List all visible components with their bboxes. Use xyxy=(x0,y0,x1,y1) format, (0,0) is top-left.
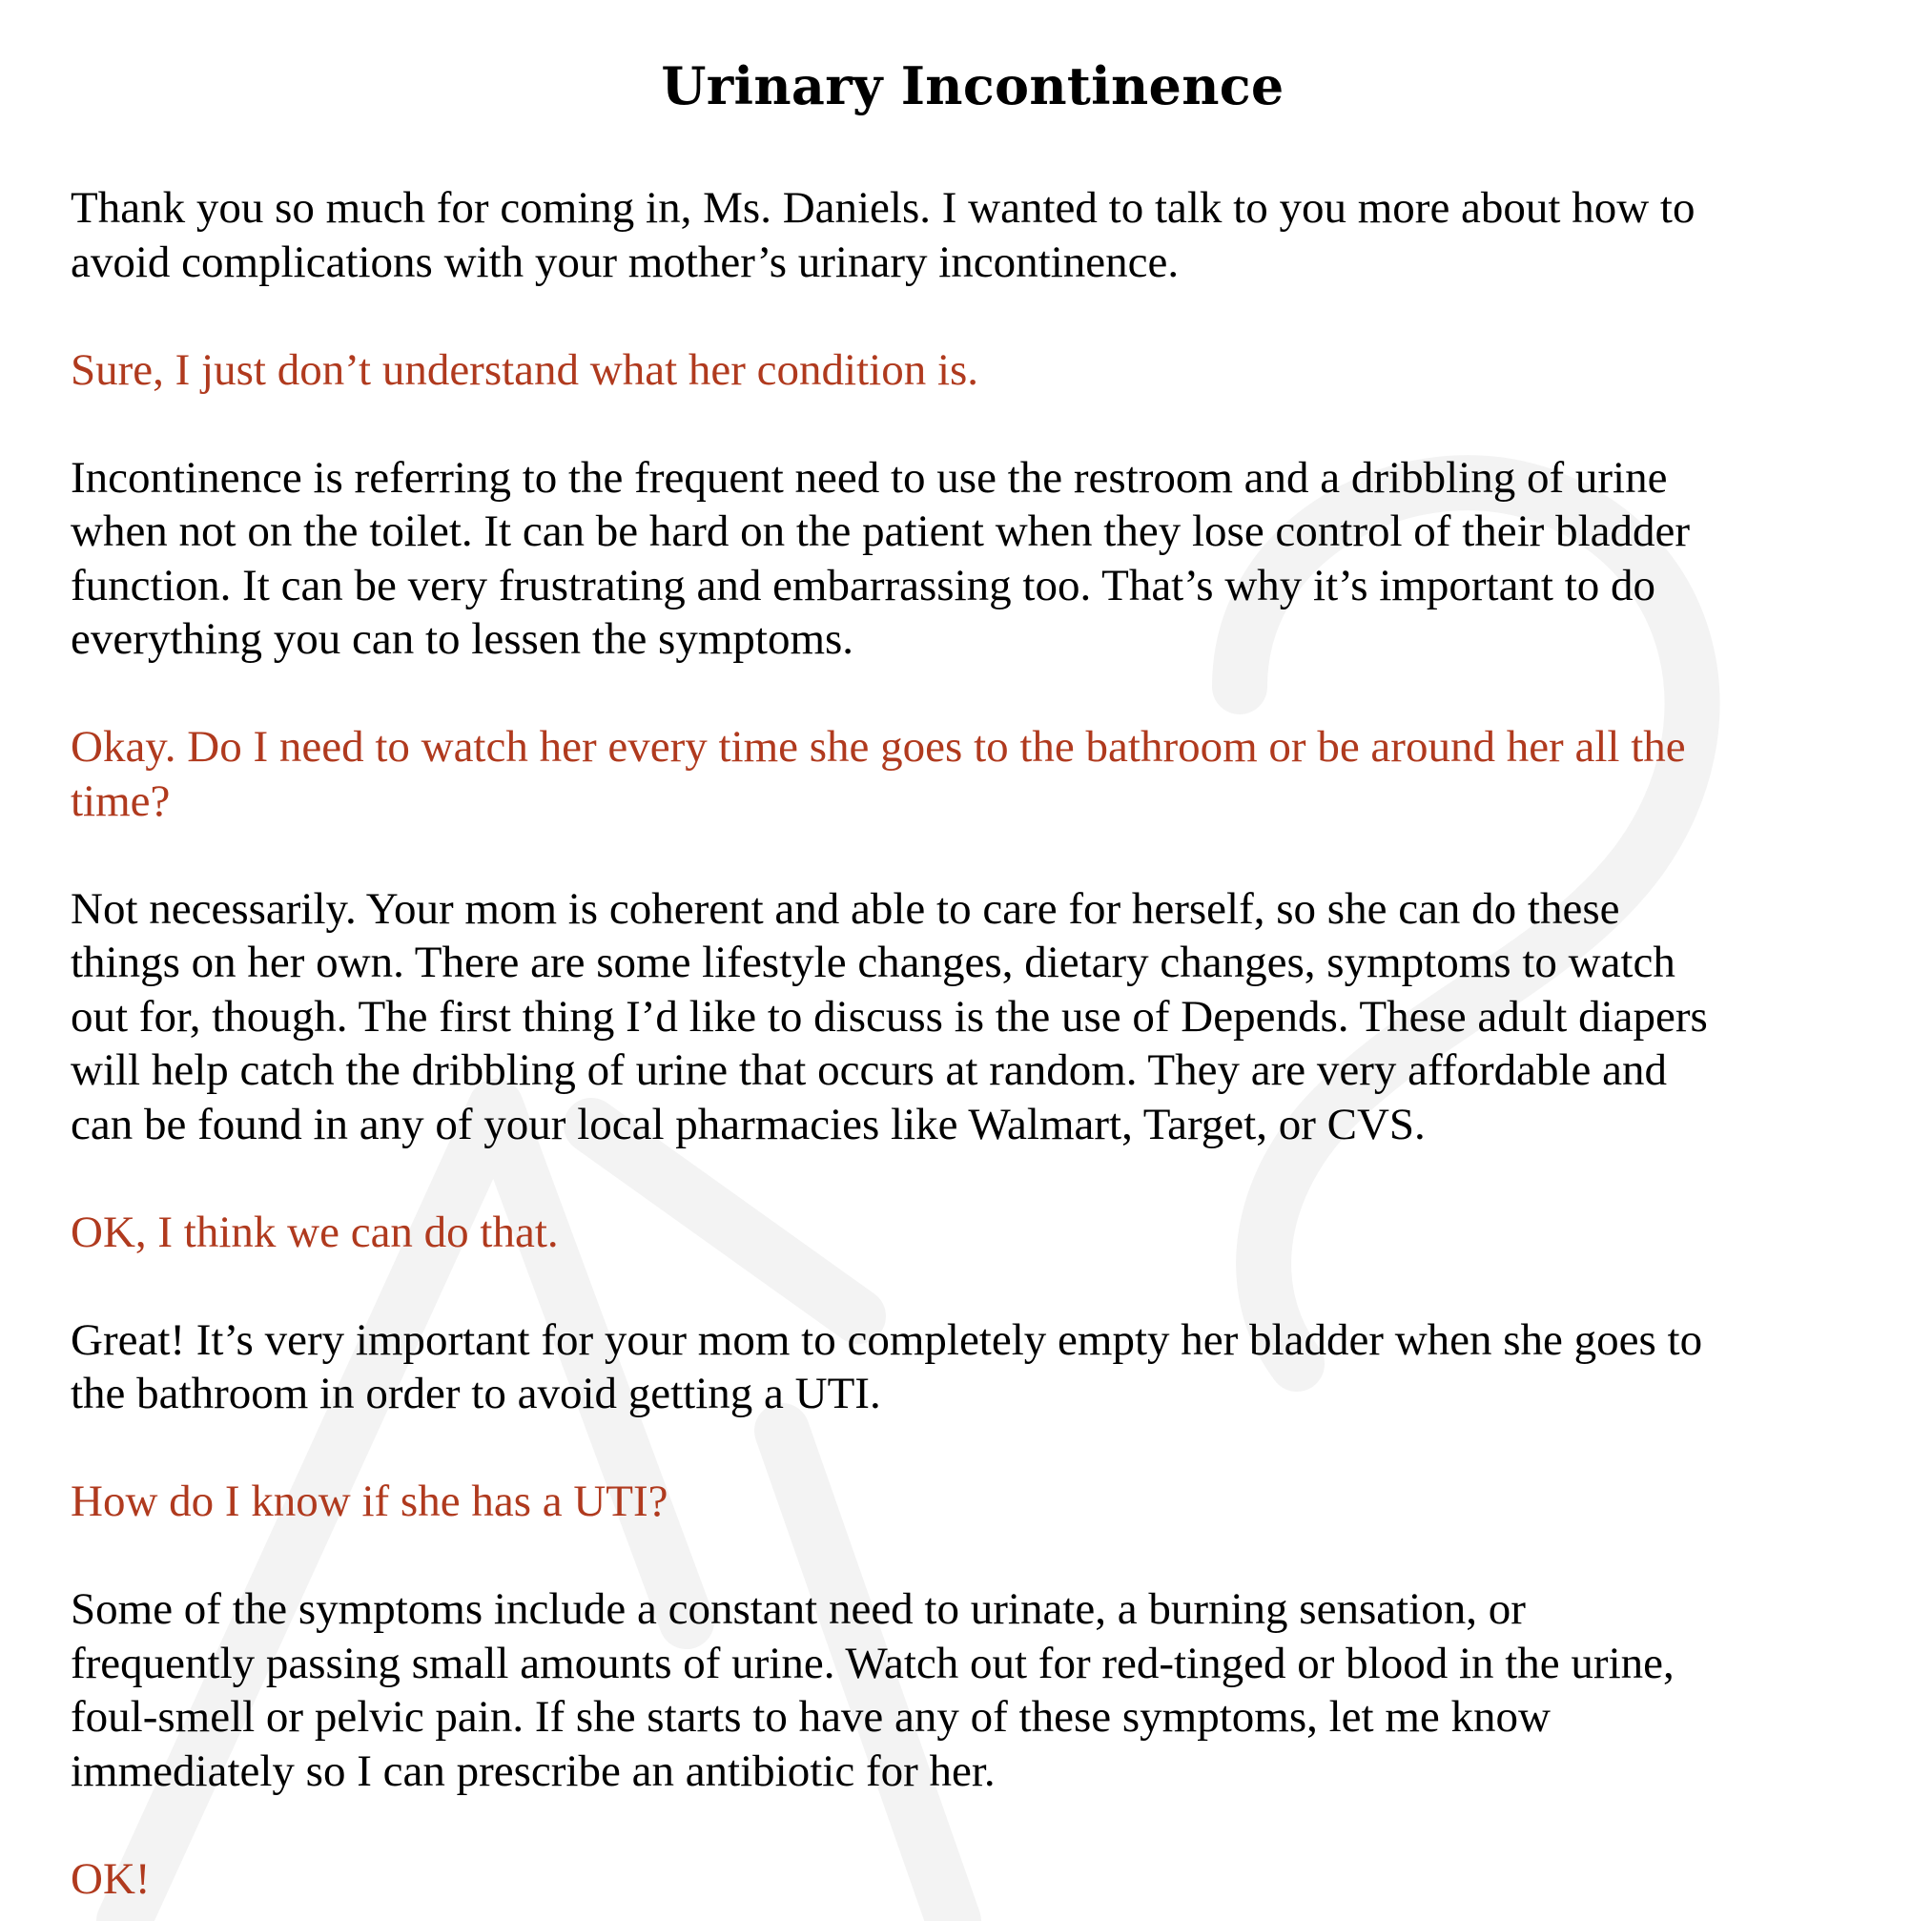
text-line: frequently passing small amounts of urine. Watch out for red-tinged or blood in the urine, xyxy=(71,1638,1675,1688)
text-line: immediately so I can prescribe an antibiotic for her. xyxy=(71,1745,996,1796)
text-line: things on her own. There are some lifestyle changes, dietary changes, symptoms to watch xyxy=(71,938,1675,987)
text-line: the bathroom in order to avoid getting a UTI. xyxy=(71,1369,881,1418)
family-reply-3 xyxy=(71,1206,1875,1260)
text-line: Not necessarily. Your mom is coherent and able to care for herself, so she can do these xyxy=(71,883,1620,934)
doctor-paragraph-2 xyxy=(71,451,1875,667)
text-line: everything you can to lessen the symptoms. xyxy=(71,614,854,664)
text-line: Thank you so much for coming in, Ms. Daniels. I wanted to talk to you more about how to xyxy=(71,183,1696,233)
text-line: foul-smell or pelvic pain. If she starts to have any of these symptoms, let me know xyxy=(71,1692,1551,1742)
text-line: OK, I think we can do that. xyxy=(71,1207,559,1257)
text-line: Okay. Do I need to watch her every time she goes to the bathroom or be around her all the xyxy=(71,722,1686,772)
text-line: Great! It’s very important for your mom to completely empty her bladder when she goes to xyxy=(71,1314,1703,1365)
text-line: How do I know if she has a UTI? xyxy=(71,1477,668,1526)
text-line: function. It can be very frustrating and embarrassing too. That’s why it’s important to do xyxy=(71,560,1656,610)
doctor-paragraph-1 xyxy=(71,181,1875,289)
text-line: will help catch the dribbling of urine that occurs at random. They are very affordable and xyxy=(71,1045,1667,1095)
text-line: when not on the toilet. It can be hard on the patient when they lose control of their bladder xyxy=(71,506,1691,556)
text-line: Sure, I just don’t understand what her condition is. xyxy=(71,344,979,395)
text-line: Some of the symptoms include a constant need to urinate, a burning sensation, or xyxy=(71,1584,1526,1634)
family-reply-4 xyxy=(71,1475,1875,1529)
text-line: Incontinence is referring to the frequent need to use the restroom and a dribbling of urine xyxy=(71,452,1668,503)
family-reply-1 xyxy=(71,343,1875,398)
text-line: can be found in any of your local pharmacies like Walmart, Target, or CVS. xyxy=(71,1099,1426,1149)
family-reply-5 xyxy=(71,1852,1875,1907)
doctor-paragraph-4 xyxy=(71,1313,1875,1421)
family-reply-2 xyxy=(71,720,1875,828)
text-line: OK! xyxy=(71,1853,151,1904)
text-line: avoid complications with your mother’s urinary incontinence. xyxy=(71,237,1180,287)
doctor-paragraph-5 xyxy=(71,1582,1875,1798)
text-line: time? xyxy=(71,775,171,826)
text-line: out for, though. The first thing I’d like to discuss is the use of Depends. These adult diapers xyxy=(71,991,1708,1042)
document-title: Urinary Incontinence xyxy=(661,55,1285,116)
doctor-paragraph-3 xyxy=(71,882,1875,1152)
